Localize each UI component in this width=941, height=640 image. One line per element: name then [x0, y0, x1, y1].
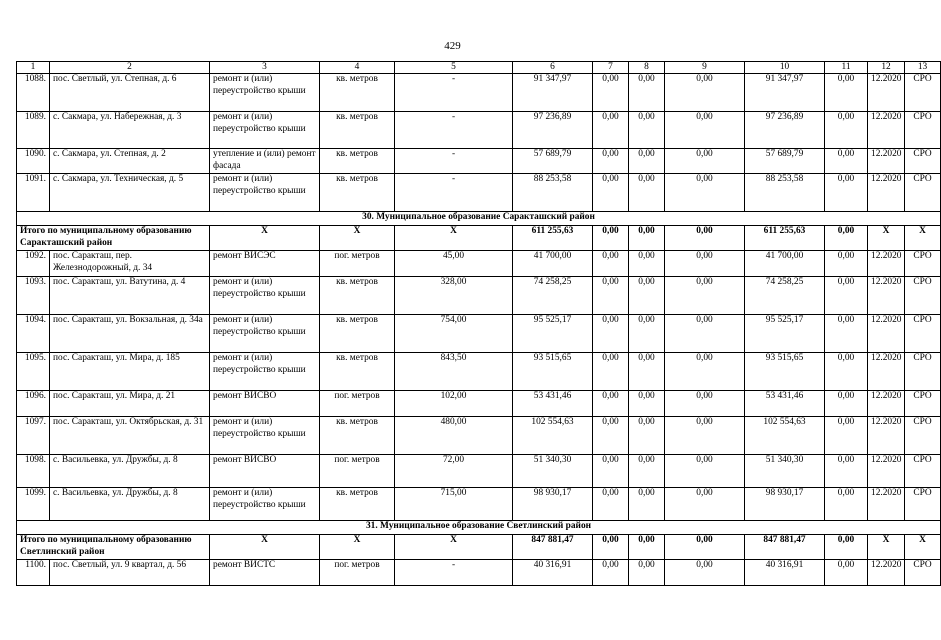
quantity: 328,00	[395, 277, 513, 315]
section-title: 31. Муниципальное образование Светлинский район	[17, 521, 941, 535]
total-row	[17, 226, 941, 251]
value: 0,00	[593, 112, 629, 149]
total-label: Итого по муниципальному образованию Саракташский район	[17, 226, 210, 251]
value: 0,00	[593, 174, 629, 212]
quantity: 843,50	[395, 353, 513, 391]
cost: 91 347,97	[745, 74, 825, 112]
method: СРО	[905, 391, 941, 417]
row-number: 1089.	[17, 112, 50, 149]
value: 0,00	[665, 174, 745, 212]
value: 0,00	[825, 149, 868, 174]
deadline: 12.2020	[868, 149, 905, 174]
total-work-type: X	[210, 535, 320, 560]
quantity: 715,00	[395, 488, 513, 521]
work-type: ремонт ВИСТС	[210, 560, 320, 586]
value: 0,00	[665, 488, 745, 521]
row-number: 1090.	[17, 149, 50, 174]
column-number: 13	[905, 62, 941, 74]
total-cost: 611 255,63	[513, 226, 593, 251]
table-row	[17, 174, 941, 212]
value: 0,00	[629, 149, 665, 174]
column-number: 2	[50, 62, 210, 74]
value: 0,00	[665, 251, 745, 277]
table-row	[17, 417, 941, 455]
cost: 40 316,91	[745, 560, 825, 586]
unit: кв. метров	[320, 149, 395, 174]
cost: 57 689,79	[745, 149, 825, 174]
column-number: 1	[17, 62, 50, 74]
total-cost: 847 881,47	[745, 535, 825, 560]
total-work-type: X	[210, 226, 320, 251]
total-row	[17, 535, 941, 560]
value: 0,00	[825, 391, 868, 417]
unit: кв. метров	[320, 417, 395, 455]
value: 0,00	[629, 315, 665, 353]
cost: 41 700,00	[745, 251, 825, 277]
value: 0,00	[593, 353, 629, 391]
total-deadline: X	[868, 226, 905, 251]
address: с. Сакмара, ул. Степная, д. 2	[50, 149, 210, 174]
unit: пог. метров	[320, 391, 395, 417]
unit: кв. метров	[320, 112, 395, 149]
unit: пог. метров	[320, 455, 395, 488]
value: 0,00	[825, 74, 868, 112]
cost: 98 930,17	[745, 488, 825, 521]
method: СРО	[905, 112, 941, 149]
work-type: ремонт и (или) переустройство крыши	[210, 488, 320, 521]
deadline: 12.2020	[868, 277, 905, 315]
column-number: 10	[745, 62, 825, 74]
work-type: ремонт и (или) переустройство крыши	[210, 315, 320, 353]
row-number: 1091.	[17, 174, 50, 212]
address: пос. Саракташ, ул. Мира, д. 21	[50, 391, 210, 417]
column-number: 3	[210, 62, 320, 74]
address: с. Васильевка, ул. Дружбы, д. 8	[50, 488, 210, 521]
table-row	[17, 488, 941, 521]
method: СРО	[905, 74, 941, 112]
address: с. Сакмара, ул. Набережная, д. 3	[50, 112, 210, 149]
total-cost: 95 525,17	[513, 315, 593, 353]
value: 0,00	[593, 560, 629, 586]
value: 0,00	[629, 391, 665, 417]
work-type: ремонт ВИСВО	[210, 455, 320, 488]
address: пос. Саракташ, ул. Мира, д. 185	[50, 353, 210, 391]
table-row	[17, 353, 941, 391]
total-value: 0,00	[665, 535, 745, 560]
unit: кв. метров	[320, 74, 395, 112]
column-number: 5	[395, 62, 513, 74]
column-number: 4	[320, 62, 395, 74]
work-type: ремонт и (или) переустройство крыши	[210, 174, 320, 212]
value: 0,00	[825, 315, 868, 353]
deadline: 12.2020	[868, 560, 905, 586]
value: 0,00	[629, 251, 665, 277]
cost: 93 515,65	[745, 353, 825, 391]
value: 0,00	[665, 112, 745, 149]
table-row	[17, 251, 941, 277]
section-heading-row	[17, 521, 941, 535]
table-row	[17, 455, 941, 488]
row-number: 1094.	[17, 315, 50, 353]
table-row	[17, 277, 941, 315]
unit: пог. метров	[320, 251, 395, 277]
total-value: 0,00	[825, 226, 868, 251]
table-row	[17, 149, 941, 174]
total-method: X	[905, 226, 941, 251]
method: СРО	[905, 251, 941, 277]
value: 0,00	[665, 391, 745, 417]
deadline: 12.2020	[868, 417, 905, 455]
capital-repair-table	[16, 61, 941, 586]
section-heading-row	[17, 212, 941, 226]
column-number: 8	[629, 62, 665, 74]
address: пос. Светлый, ул. 9 квартал, д. 56	[50, 560, 210, 586]
total-cost: 74 258,25	[513, 277, 593, 315]
cost: 102 554,63	[745, 417, 825, 455]
value: 0,00	[593, 315, 629, 353]
unit: пог. метров	[320, 560, 395, 586]
value: 0,00	[665, 149, 745, 174]
value: 0,00	[629, 277, 665, 315]
address: с. Сакмара, ул. Техническая, д. 5	[50, 174, 210, 212]
method: СРО	[905, 488, 941, 521]
method: СРО	[905, 417, 941, 455]
total-unit: X	[320, 535, 395, 560]
total-cost: 53 431,46	[513, 391, 593, 417]
total-value: 0,00	[593, 535, 629, 560]
row-number: 1095.	[17, 353, 50, 391]
unit: кв. метров	[320, 174, 395, 212]
method: СРО	[905, 277, 941, 315]
value: 0,00	[593, 251, 629, 277]
value: 0,00	[629, 455, 665, 488]
value: 0,00	[593, 488, 629, 521]
work-type: ремонт и (или) переустройство крыши	[210, 353, 320, 391]
unit: кв. метров	[320, 277, 395, 315]
table-row	[17, 315, 941, 353]
column-number: 11	[825, 62, 868, 74]
method: СРО	[905, 560, 941, 586]
method: СРО	[905, 353, 941, 391]
quantity: 480,00	[395, 417, 513, 455]
page-number: 429	[444, 40, 461, 52]
quantity: 754,00	[395, 315, 513, 353]
work-type: ремонт и (или) переустройство крыши	[210, 417, 320, 455]
deadline: 12.2020	[868, 174, 905, 212]
quantity: 72,00	[395, 455, 513, 488]
total-cost: 91 347,97	[513, 74, 593, 112]
method: СРО	[905, 149, 941, 174]
cost: 95 525,17	[745, 315, 825, 353]
column-number-row	[17, 62, 941, 74]
cost: 51 340,30	[745, 455, 825, 488]
total-quantity: X	[395, 535, 513, 560]
address: с. Васильевка, ул. Дружбы, д. 8	[50, 455, 210, 488]
work-type: ремонт ВИСВО	[210, 391, 320, 417]
method: СРО	[905, 455, 941, 488]
quantity: 102,00	[395, 391, 513, 417]
quantity: -	[395, 174, 513, 212]
value: 0,00	[629, 560, 665, 586]
value: 0,00	[593, 391, 629, 417]
total-cost: 847 881,47	[513, 535, 593, 560]
deadline: 12.2020	[868, 391, 905, 417]
work-type: ремонт ВИСЭС	[210, 251, 320, 277]
value: 0,00	[593, 74, 629, 112]
deadline: 12.2020	[868, 455, 905, 488]
cost: 88 253,58	[745, 174, 825, 212]
value: 0,00	[825, 251, 868, 277]
address: пос. Саракташ, ул. Ватутина, д. 4	[50, 277, 210, 315]
unit: кв. метров	[320, 353, 395, 391]
value: 0,00	[665, 560, 745, 586]
unit: кв. метров	[320, 488, 395, 521]
value: 0,00	[593, 417, 629, 455]
total-cost: 41 700,00	[513, 251, 593, 277]
table-row	[17, 112, 941, 149]
total-value: 0,00	[629, 535, 665, 560]
value: 0,00	[629, 353, 665, 391]
deadline: 12.2020	[868, 353, 905, 391]
total-value: 0,00	[593, 226, 629, 251]
quantity: -	[395, 74, 513, 112]
work-type: ремонт и (или) переустройство крыши	[210, 112, 320, 149]
total-unit: X	[320, 226, 395, 251]
value: 0,00	[593, 277, 629, 315]
value: 0,00	[629, 488, 665, 521]
deadline: 12.2020	[868, 488, 905, 521]
address: пос. Светлый, ул. Степная, д. 6	[50, 74, 210, 112]
cost: 74 258,25	[745, 277, 825, 315]
total-cost: 97 236,89	[513, 112, 593, 149]
total-cost: 57 689,79	[513, 149, 593, 174]
deadline: 12.2020	[868, 74, 905, 112]
work-type: ремонт и (или) переустройство крыши	[210, 74, 320, 112]
section-title: 30. Муниципальное образование Саракташский район	[17, 212, 941, 226]
column-number: 6	[513, 62, 593, 74]
method: СРО	[905, 315, 941, 353]
value: 0,00	[629, 74, 665, 112]
value: 0,00	[665, 353, 745, 391]
total-quantity: X	[395, 226, 513, 251]
row-number: 1098.	[17, 455, 50, 488]
deadline: 12.2020	[868, 112, 905, 149]
total-deadline: X	[868, 535, 905, 560]
row-number: 1092.	[17, 251, 50, 277]
total-method: X	[905, 535, 941, 560]
row-number: 1100.	[17, 560, 50, 586]
deadline: 12.2020	[868, 315, 905, 353]
total-value: 0,00	[665, 226, 745, 251]
value: 0,00	[629, 174, 665, 212]
column-number: 7	[593, 62, 629, 74]
total-cost: 102 554,63	[513, 417, 593, 455]
quantity: 45,00	[395, 251, 513, 277]
row-number: 1096.	[17, 391, 50, 417]
value: 0,00	[825, 174, 868, 212]
address: пос. Саракташ, пер. Железнодорожный, д. 34	[50, 251, 210, 277]
quantity: -	[395, 149, 513, 174]
value: 0,00	[665, 277, 745, 315]
value: 0,00	[825, 455, 868, 488]
total-cost: 40 316,91	[513, 560, 593, 586]
row-number: 1093.	[17, 277, 50, 315]
table-row	[17, 391, 941, 417]
address: пос. Саракташ, ул. Вокзальная, д. 34а	[50, 315, 210, 353]
value: 0,00	[665, 417, 745, 455]
value: 0,00	[825, 488, 868, 521]
table-row	[17, 74, 941, 112]
value: 0,00	[825, 277, 868, 315]
total-cost: 93 515,65	[513, 353, 593, 391]
value: 0,00	[629, 112, 665, 149]
value: 0,00	[825, 353, 868, 391]
column-number: 12	[868, 62, 905, 74]
cost: 53 431,46	[745, 391, 825, 417]
row-number: 1099.	[17, 488, 50, 521]
deadline: 12.2020	[868, 251, 905, 277]
value: 0,00	[665, 74, 745, 112]
value: 0,00	[825, 560, 868, 586]
value: 0,00	[825, 417, 868, 455]
value: 0,00	[825, 112, 868, 149]
total-value: 0,00	[825, 535, 868, 560]
quantity: -	[395, 112, 513, 149]
value: 0,00	[593, 455, 629, 488]
work-type: ремонт и (или) переустройство крыши	[210, 277, 320, 315]
total-label: Итого по муниципальному образованию Светлинский район	[17, 535, 210, 560]
total-value: 0,00	[629, 226, 665, 251]
address: пос. Саракташ, ул. Октябрьская, д. 31	[50, 417, 210, 455]
quantity: -	[395, 560, 513, 586]
unit: кв. метров	[320, 315, 395, 353]
column-number: 9	[665, 62, 745, 74]
table-row	[17, 560, 941, 586]
total-cost: 51 340,30	[513, 455, 593, 488]
method: СРО	[905, 174, 941, 212]
row-number: 1088.	[17, 74, 50, 112]
value: 0,00	[629, 417, 665, 455]
value: 0,00	[665, 455, 745, 488]
total-cost: 611 255,63	[745, 226, 825, 251]
value: 0,00	[593, 149, 629, 174]
work-type: утепление и (или) ремонт фасада	[210, 149, 320, 174]
cost: 97 236,89	[745, 112, 825, 149]
total-cost: 88 253,58	[513, 174, 593, 212]
row-number: 1097.	[17, 417, 50, 455]
value: 0,00	[665, 315, 745, 353]
total-cost: 98 930,17	[513, 488, 593, 521]
